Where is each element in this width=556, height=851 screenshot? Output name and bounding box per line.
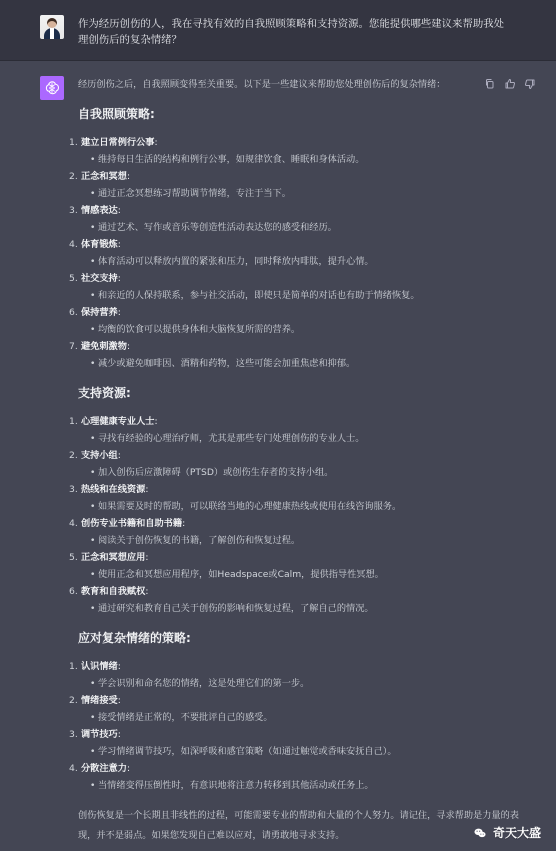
list-number: 1.	[69, 137, 78, 148]
item-title: 体育锻炼	[81, 239, 118, 250]
item-colon: :	[126, 171, 131, 182]
item-detail: 使用正念和冥想应用程序，如Headspace或Calm，提供指导性冥想。	[98, 569, 384, 580]
list-item: 1. 建立日常例行公事: • 维持每日生活的结构和例行公事，如规律饮食、睡眠和身体活动。	[78, 134, 526, 168]
openai-logo-icon	[40, 76, 64, 100]
support-resources-list	[69, 413, 526, 617]
item-colon: :	[154, 137, 158, 148]
list-number: 1.	[69, 661, 78, 672]
item-title: 避免刺激物	[81, 341, 127, 352]
item-colon: :	[145, 586, 149, 597]
item-title: 创伤专业书籍和自助书籍	[81, 518, 183, 529]
item-colon: :	[117, 450, 121, 461]
item-colon: :	[117, 205, 121, 216]
item-title: 心理健康专业人士	[81, 416, 155, 427]
list-number: 6.	[69, 307, 78, 318]
list-item: 3. 情感表达: • 通过艺术、写作或音乐等创造性活动表达您的感受和经历。	[78, 202, 526, 236]
watermark	[473, 824, 541, 841]
list-number: 4.	[69, 518, 78, 529]
list-number: 5.	[69, 273, 78, 284]
item-title: 情绪接受	[81, 695, 118, 706]
item-colon: :	[126, 763, 131, 774]
list-number: 2.	[69, 450, 78, 461]
item-colon: :	[145, 552, 149, 563]
item-colon: :	[145, 484, 149, 495]
item-colon: :	[182, 518, 186, 529]
list-item: 4. 体育锻炼: • 体育活动可以释放内置的紧张和压力，同时释放内啡肽，提升心情。	[78, 236, 526, 270]
item-title: 保持营养	[81, 307, 118, 318]
list-item: 2. 正念和冥想: • 通过正念冥想练习帮助调节情绪，专注于当下。	[78, 168, 526, 202]
list-number: 4.	[69, 763, 78, 774]
item-title: 正念和冥想应用	[81, 552, 146, 563]
complex-emotions-list	[69, 658, 526, 794]
response-intro: 经历创伤之后，自我照顾变得至关重要。以下是一些建议来帮助您处理创伤后的复杂情绪：	[78, 79, 446, 90]
list-item: 4. 创伤专业书籍和自助书籍: • 阅读关于创伤恢复的书籍，了解创伤和恢复过程。	[78, 515, 526, 549]
list-number: 3.	[69, 484, 78, 495]
list-number: 3.	[69, 729, 78, 740]
list-item: 5. 正念和冥想应用: • 使用正念和冥想应用程序，如Headspace或Calm，提供指导性冥想。	[78, 549, 526, 583]
item-colon: :	[117, 729, 121, 740]
item-colon: :	[126, 341, 131, 352]
list-number: 7.	[69, 341, 78, 352]
item-colon: :	[117, 661, 121, 672]
list-number: 4.	[69, 239, 78, 250]
list-item: 2. 支持小组: • 加入创伤后应激障碍（PTSD）或创伤生存者的支持小组。	[78, 447, 526, 481]
item-title: 调节技巧	[81, 729, 118, 740]
user-message-text: 作为经历创伤的人，我在寻找有效的自我照顾策略和支持资源。您能提供哪些建议来帮助我处理创伤后的复杂情绪？	[78, 18, 505, 46]
item-detail: 寻找有经验的心理治疗师，尤其是那些专门处理创伤的专业人士。	[98, 433, 365, 444]
item-detail: 均衡的饮食可以提供身体和大脑恢复所需的营养。	[98, 324, 301, 335]
item-title: 分散注意力	[81, 763, 127, 774]
list-number: 6.	[69, 586, 78, 597]
item-detail: 加入创伤后应激障碍（PTSD）或创伤生存者的支持小组。	[98, 467, 334, 478]
list-item: 6. 保持营养: • 均衡的饮食可以提供身体和大脑恢复所需的营养。	[78, 304, 526, 338]
section-title-support-resources: 支持资源:	[78, 386, 131, 400]
complex-emotions-section	[69, 630, 526, 794]
list-item: 3. 调节技巧: • 学习情绪调节技巧，如深呼吸和感官策略（如通过触觉或香味安抚自己）。	[78, 726, 526, 760]
assistant-response	[69, 78, 526, 846]
item-detail: 阅读关于创伤恢复的书籍，了解创伤和恢复过程。	[98, 535, 301, 546]
user-avatar	[40, 15, 64, 39]
item-title: 教育和自我赋权	[81, 586, 146, 597]
list-item: 4. 分散注意力: • 当情绪变得压倒性时，有意识地将注意力转移到其他活动或任务上。	[78, 760, 526, 794]
item-detail: 通过研究和教育自己关于创伤的影响和恢复过程，了解自己的情况。	[98, 603, 374, 614]
item-colon: :	[117, 239, 121, 250]
item-title: 正念和冥想	[81, 171, 127, 182]
item-detail: 和亲近的人保持联系，参与社交活动，即使只是简单的对话也有助于情绪恢复。	[98, 290, 420, 301]
item-colon: :	[117, 695, 121, 706]
item-detail: 体育活动可以释放内置的紧张和压力，同时释放内啡肽，提升心情。	[98, 256, 374, 267]
response-closing: 创伤恢复是一个长期且非线性的过程，可能需要专业的帮助和大量的个人努力。请记住，寻求帮助是力量的表现，并不是弱点。如果您发现自己难以应对，请勇敢地寻求支持。	[78, 810, 519, 841]
item-title: 情感表达	[81, 205, 118, 216]
item-colon: :	[117, 307, 121, 318]
item-detail: 减少或避免咖啡因、酒精和药物，这些可能会加重焦虑和抑郁。	[98, 358, 356, 369]
self-care-list	[69, 134, 526, 372]
item-title: 热线和在线资源	[81, 484, 146, 495]
list-item: 1. 心理健康专业人士: • 寻找有经验的心理治疗师，尤其是那些专门处理创伤的专业人士。	[78, 413, 526, 447]
list-number: 3.	[69, 205, 78, 216]
support-resources-section	[69, 385, 526, 617]
user-message-row	[0, 0, 556, 61]
list-item: 1. 认识情绪: • 学会识别和命名您的情绪，这是处理它们的第一步。	[78, 658, 526, 692]
list-item: 7. 避免刺激物: • 减少或避免咖啡因、酒精和药物，这些可能会加重焦虑和抑郁。	[78, 338, 526, 372]
item-title: 认识情绪	[81, 661, 118, 672]
section-title-complex-emotions: 应对复杂情绪的策略:	[78, 631, 191, 645]
list-number: 1.	[69, 416, 78, 427]
item-detail: 通过艺术、写作或音乐等创造性活动表达您的感受和经历。	[98, 222, 337, 233]
item-title: 社交支持	[81, 273, 118, 284]
item-colon: :	[117, 273, 121, 284]
list-number: 2.	[69, 171, 78, 182]
list-item: 3. 热线和在线资源: • 如果需要及时的帮助，可以联络当地的心理健康热线或使用在线咨询服务。	[78, 481, 526, 515]
wechat-icon	[473, 826, 487, 840]
item-detail: 通过正念冥想练习帮助调节情绪，专注于当下。	[98, 188, 291, 199]
list-number: 5.	[69, 552, 78, 563]
list-item: 5. 社交支持: • 和亲近的人保持联系，参与社交活动，即使只是简单的对话也有助于情绪恢复。	[78, 270, 526, 304]
item-detail: 接受情绪是正常的，不要批评自己的感受。	[98, 712, 273, 723]
section-title-self-care: 自我照顾策略:	[78, 107, 155, 121]
item-title: 建立日常例行公事	[81, 137, 155, 148]
list-number: 2.	[69, 695, 78, 706]
list-item: 2. 情绪接受: • 接受情绪是正常的，不要批评自己的感受。	[78, 692, 526, 726]
item-detail: 当情绪变得压倒性时，有意识地将注意力转移到其他活动或任务上。	[98, 780, 374, 791]
item-colon: :	[154, 416, 158, 427]
item-detail: 学会识别和命名您的情绪，这是处理它们的第一步。	[98, 678, 310, 689]
self-care-section	[69, 106, 526, 372]
item-detail: 学习情绪调节技巧，如深呼吸和感官策略（如通过触觉或香味安抚自己）。	[98, 746, 397, 757]
item-title: 支持小组	[81, 450, 118, 461]
item-detail: 维持每日生活的结构和例行公事，如规律饮食、睡眠和身体活动。	[98, 154, 365, 165]
list-item: 6. 教育和自我赋权: • 通过研究和教育自己关于创伤的影响和恢复过程，了解自己的情况。	[78, 583, 526, 617]
item-detail: 如果需要及时的帮助，可以联络当地的心理健康热线或使用在线咨询服务。	[98, 501, 402, 512]
watermark-text: 奇天大盛	[492, 826, 541, 840]
